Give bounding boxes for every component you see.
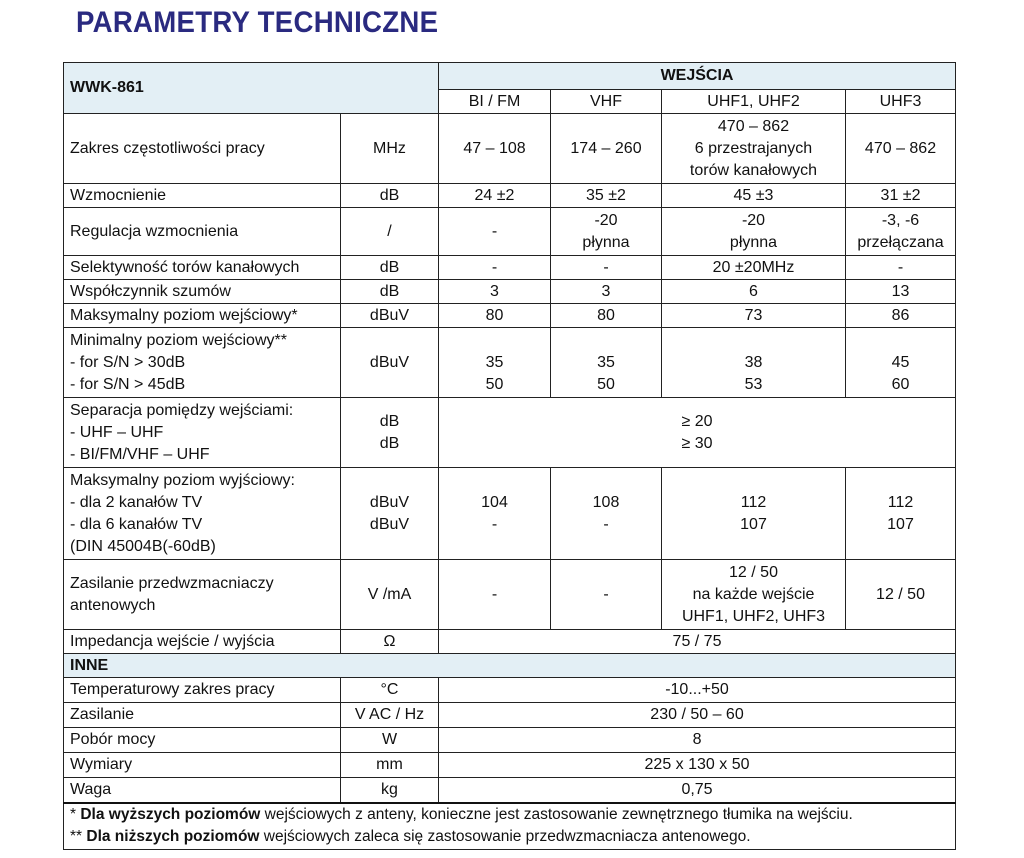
cell-value: -20 płynna xyxy=(551,208,662,256)
row-unit: dB dB xyxy=(341,398,439,468)
row-unit: V /mA xyxy=(341,560,439,630)
cell-value: -3, -6 przełączana xyxy=(846,208,956,256)
cell-value: 0,75 xyxy=(439,778,956,803)
cell-value: 45 ±3 xyxy=(662,184,846,208)
column-header: BI / FM xyxy=(439,90,551,114)
table-row xyxy=(64,280,956,304)
cell-value: - xyxy=(439,256,551,280)
spec-table xyxy=(63,62,956,850)
cell-value: 112 107 xyxy=(662,468,846,560)
cell-value: 104 - xyxy=(439,468,551,560)
column-header: VHF xyxy=(551,90,662,114)
cell-value: 38 53 xyxy=(662,328,846,398)
page-title: PARAMETRY TECHNICZNE xyxy=(76,6,439,39)
row-label: Maksymalny poziom wejściowy* xyxy=(64,304,341,328)
section-header-other: INNE xyxy=(64,654,956,678)
cell-value: 174 – 260 xyxy=(551,114,662,184)
cell-value: - xyxy=(551,560,662,630)
cell-value: 12 / 50 xyxy=(846,560,956,630)
cell-value: - xyxy=(439,208,551,256)
row-unit: dBuV xyxy=(341,328,439,398)
row-unit: W xyxy=(341,728,439,753)
row-label: Maksymalny poziom wyjściowy: - dla 2 kanałów TV - dla 6 kanałów TV (DIN 45004B(-60dB) xyxy=(64,468,341,560)
cell-value: 3 xyxy=(439,280,551,304)
cell-value: 31 ±2 xyxy=(846,184,956,208)
row-label: Wymiary xyxy=(64,753,341,778)
table-row xyxy=(64,728,956,753)
inputs-header: WEJŚCIA xyxy=(439,63,956,90)
table-row xyxy=(64,468,956,560)
table-row xyxy=(64,256,956,280)
table-row xyxy=(64,630,956,654)
cell-value: ≥ 20 ≥ 30 xyxy=(439,398,956,468)
row-label: Zasilanie xyxy=(64,703,341,728)
table-row xyxy=(64,328,956,398)
row-unit: V AC / Hz xyxy=(341,703,439,728)
cell-value: -20 płynna xyxy=(662,208,846,256)
cell-value: 108 - xyxy=(551,468,662,560)
cell-value: - xyxy=(439,560,551,630)
row-unit: / xyxy=(341,208,439,256)
cell-value: 47 – 108 xyxy=(439,114,551,184)
footnotes xyxy=(64,803,956,850)
cell-value: 20 ±20MHz xyxy=(662,256,846,280)
cell-value: -10...+50 xyxy=(439,678,956,703)
table-row xyxy=(64,398,956,468)
row-unit: dB xyxy=(341,280,439,304)
row-label: Separacja pomiędzy wejściami: - UHF – UHF - BI/FM/VHF – UHF xyxy=(64,398,341,468)
cell-value: 80 xyxy=(551,304,662,328)
row-label: Wzmocnienie xyxy=(64,184,341,208)
cell-value: 80 xyxy=(439,304,551,328)
table-row xyxy=(64,703,956,728)
cell-value: 470 – 862 6 przestrajanych torów kanałowych xyxy=(662,114,846,184)
cell-value: 75 / 75 xyxy=(439,630,956,654)
row-unit: kg xyxy=(341,778,439,803)
row-label: Minimalny poziom wejściowy** - for S/N > 30dB - for S/N > 45dB xyxy=(64,328,341,398)
row-unit: dBuV xyxy=(341,304,439,328)
footnote-1: * Dla wyższych poziomów wejściowych z anteny, konieczne jest zastosowanie zewnętrznego tłumika na wejściu. xyxy=(70,806,853,824)
cell-value: 470 – 862 xyxy=(846,114,956,184)
cell-value: 112 107 xyxy=(846,468,956,560)
cell-value: 24 ±2 xyxy=(439,184,551,208)
row-unit: Ω xyxy=(341,630,439,654)
table-row xyxy=(64,184,956,208)
row-label: Pobór mocy xyxy=(64,728,341,753)
row-label: Współczynnik szumów xyxy=(64,280,341,304)
row-label: Regulacja wzmocnienia xyxy=(64,208,341,256)
cell-value: 3 xyxy=(551,280,662,304)
row-unit: mm xyxy=(341,753,439,778)
row-label: Zakres częstotliwości pracy xyxy=(64,114,341,184)
table-row xyxy=(64,208,956,256)
cell-value: 35 ±2 xyxy=(551,184,662,208)
row-label: Zasilanie przedwzmacniaczy antenowych xyxy=(64,560,341,630)
cell-value: 13 xyxy=(846,280,956,304)
column-header: UHF1, UHF2 xyxy=(662,90,846,114)
table-row xyxy=(64,560,956,630)
table-row xyxy=(64,678,956,703)
row-label: Waga xyxy=(64,778,341,803)
column-header: UHF3 xyxy=(846,90,956,114)
cell-value: 35 50 xyxy=(551,328,662,398)
model-cell: WWK-861 xyxy=(64,63,439,114)
table-row xyxy=(64,114,956,184)
table-row xyxy=(64,778,956,803)
row-unit: dBuV dBuV xyxy=(341,468,439,560)
cell-value: 12 / 50 na każde wejście UHF1, UHF2, UHF3 xyxy=(662,560,846,630)
row-unit: °C xyxy=(341,678,439,703)
cell-value: 230 / 50 – 60 xyxy=(439,703,956,728)
row-unit: dB xyxy=(341,184,439,208)
cell-value: 73 xyxy=(662,304,846,328)
cell-value: 35 50 xyxy=(439,328,551,398)
table-row xyxy=(64,304,956,328)
cell-value: 8 xyxy=(439,728,956,753)
cell-value: - xyxy=(551,256,662,280)
cell-value: 6 xyxy=(662,280,846,304)
cell-value: - xyxy=(846,256,956,280)
cell-value: 45 60 xyxy=(846,328,956,398)
cell-value: 225 x 130 x 50 xyxy=(439,753,956,778)
row-unit: dB xyxy=(341,256,439,280)
row-unit: MHz xyxy=(341,114,439,184)
table-row xyxy=(64,753,956,778)
row-label: Impedancja wejście / wyjścia xyxy=(64,630,341,654)
row-label: Temperaturowy zakres pracy xyxy=(64,678,341,703)
footnote-2: ** Dla niższych poziomów wejściowych zaleca się zastosowanie przedwzmacniacza antenowego. xyxy=(70,828,751,846)
row-label: Selektywność torów kanałowych xyxy=(64,256,341,280)
cell-value: 86 xyxy=(846,304,956,328)
